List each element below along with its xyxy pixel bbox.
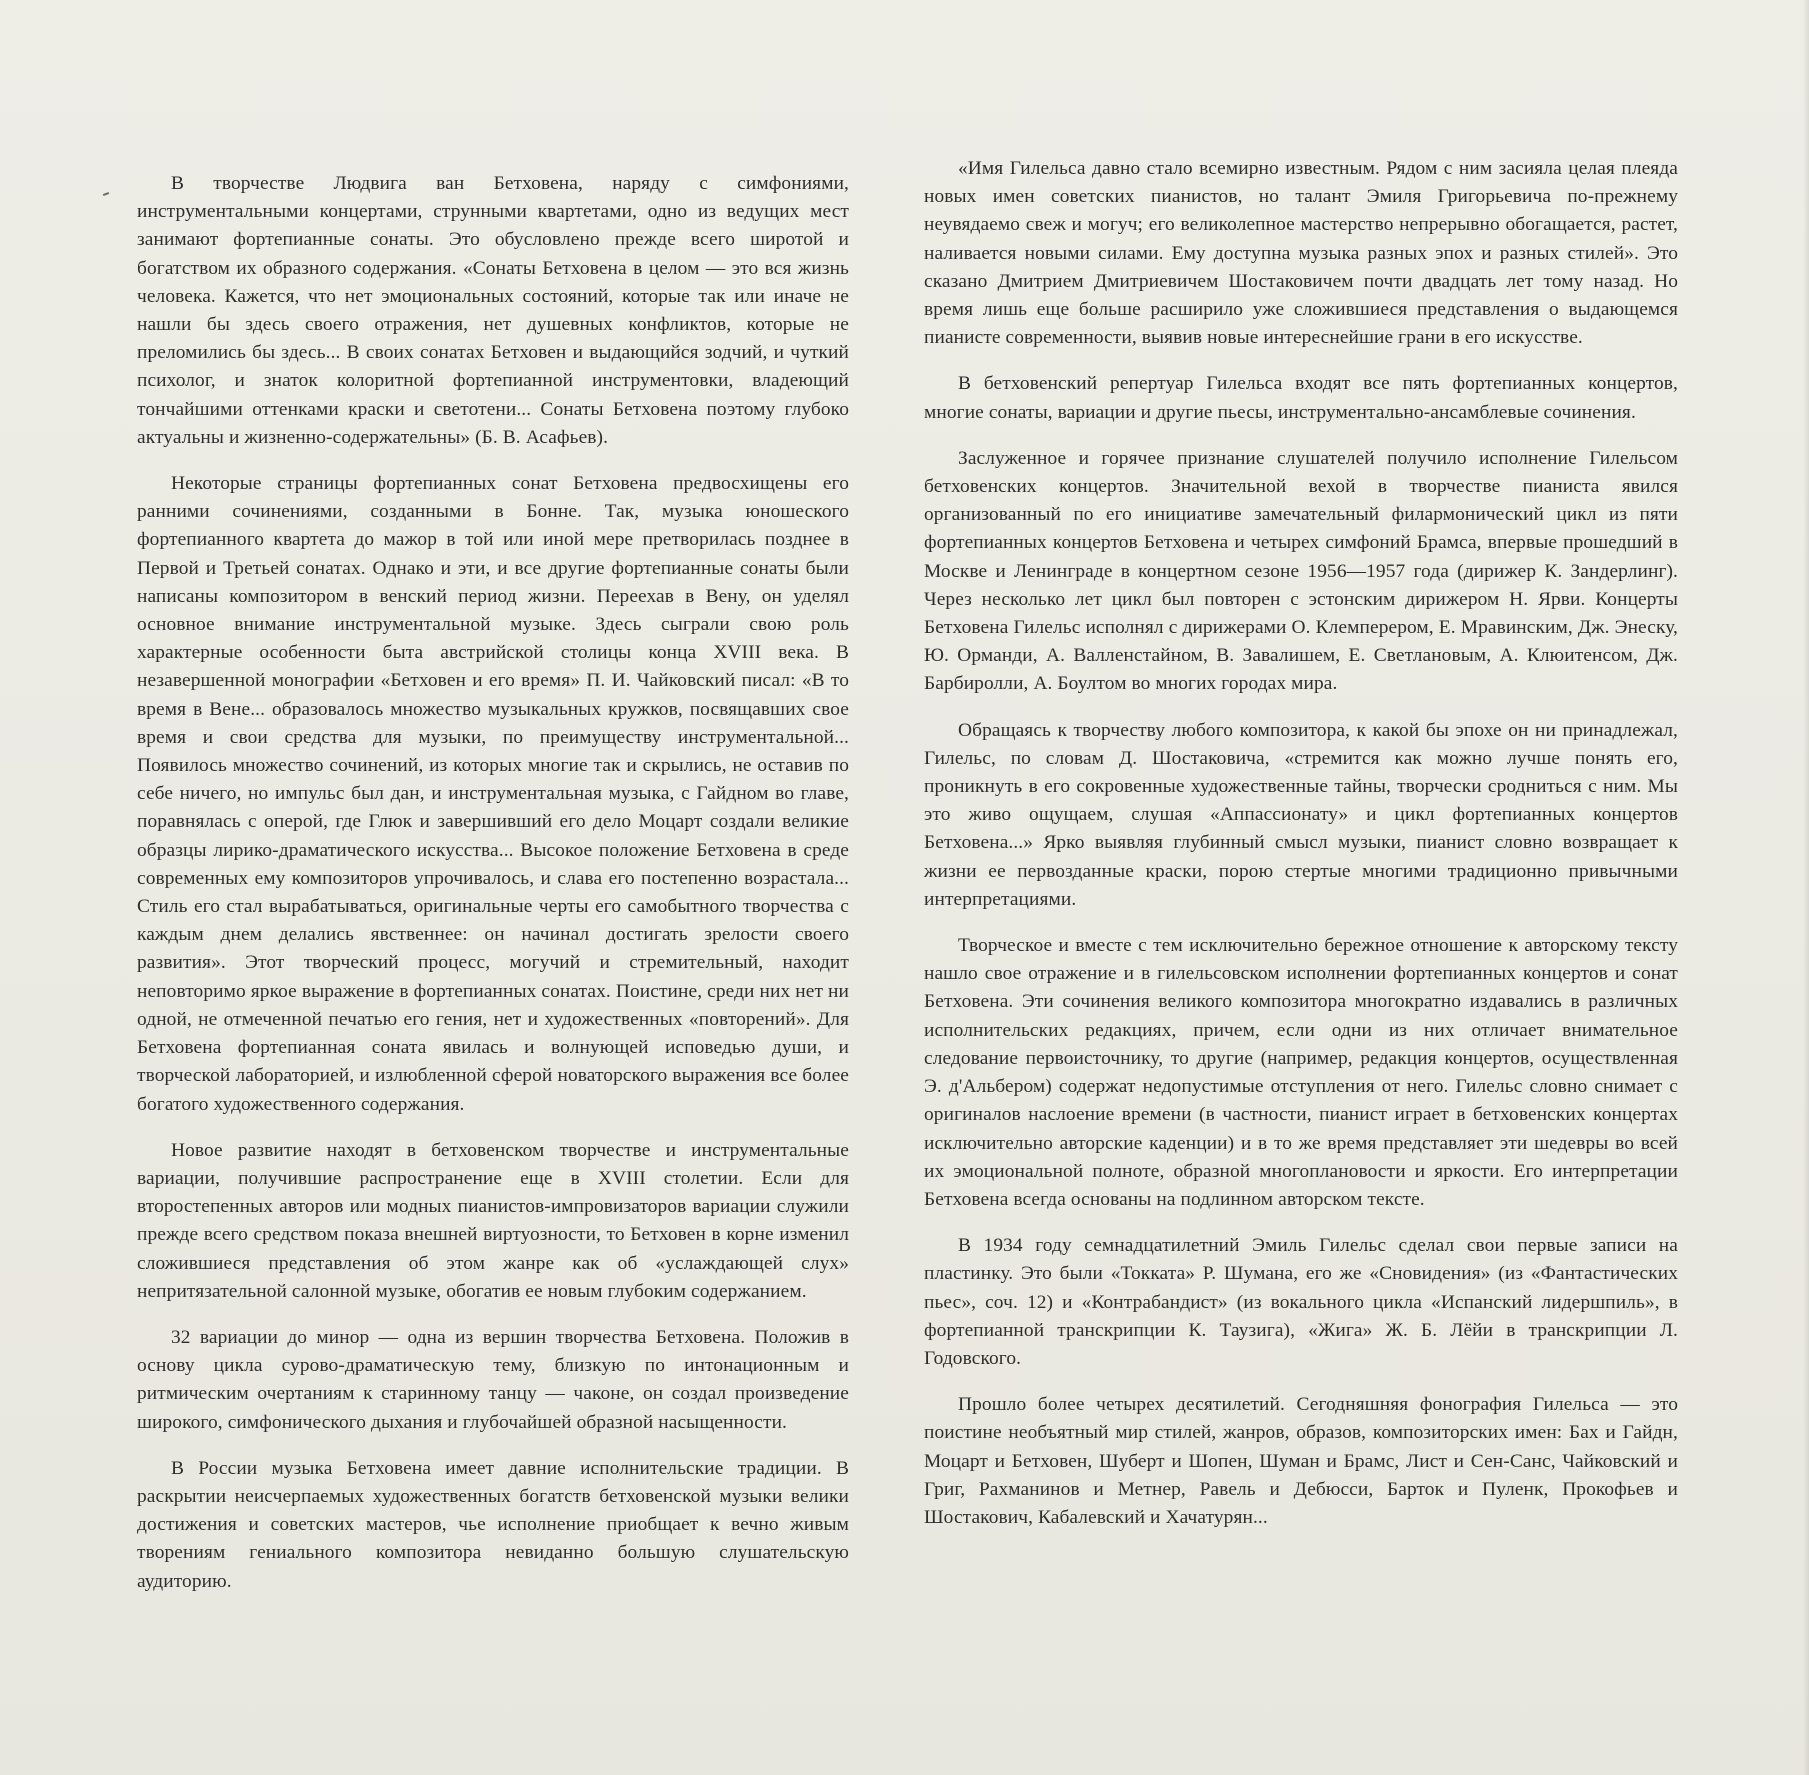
right-text-column	[924, 155, 1678, 1550]
paragraph: Творческое и вместе с тем исключительно бережное отношение к авторскому тексту нашло свое отражение и в гилельсовском исполнении фортепианных концертов и сонат Бетховена. Эти сочинения великого композитора многократно издавались в различных исполнительских редакциях, причем, если одни из них отличает внимательное следование первоисточнику, то другие (например, редакция концертов, осуществленная Э. д'Альбером) содержат недопустимые отступления от него. Гилельс словно снимает с оригиналов наслоение времени (в частности, пианист играет в бетховенских концертах исключительно авторские каденции) и в то же время представляет эти шедевры во всей их эмоциональной полноте, образной многоплановости и яркости. Его интерпретации Бетховена всегда основаны на подлинном авторском тексте.	[924, 935, 1678, 1210]
paragraph: В творчестве Людвига ван Бетховена, наряду с симфониями, инструментальными концертами, струнными квартетами, одно из ведущих мест занимают фортепианные сонаты. Это обусловлено прежде всего широтой и богатством их образного содержания. «Сонаты Бетховена в целом — это вся жизнь человека. Кажется, что нет эмоциональных состояний, которые так или иначе не нашли бы здесь своего отражения, нет душевных конфликтов, которые не преломились бы здесь... В своих сонатах Бетховен и выдающийся зодчий, и чуткий психолог, и знаток колоритной фортепианной инструментовки, владеющий тончайшими оттенками краски и светотени... Сонаты Бетховена поэтому глубоко актуальны и жизненно-содержательны» (Б. В. Асафьев).	[137, 173, 849, 448]
paragraph: Новое развитие находят в бетховенском творчестве и инструментальные вариации, получившие распространение еще в XVIII столетии. Если для второстепенных авторов или модных пианистов-импровизаторов вариации служили прежде всего средством показа внешней виртуозности, то Бетховен в корне изменил сложившиеся представления об этом жанре как об «услаждающей слух» непритязательной салонной музыке, обогатив ее новым глубоким содержанием.	[137, 1139, 849, 1302]
page-edge-shadow	[1803, 0, 1809, 1775]
paragraph: Заслуженное и горячее признание слушателей получило исполнение Гилельсом бетховенских концертов. Значительной вехой в творчестве пианиста явился организованный по его инициативе замечательный филармонический цикл из пяти фортепианных концертов Бетховена и четырех симфоний Брамса, впервые прошедший в Москве и Ленинграде в концертном сезоне 1956—1957 года (дирижер К. Зандерлинг). Через несколько лет цикл был повторен с эстонским дирижером Н. Ярви. Концерты Бетховена Гилельс исполнял с дирижерами О. Клемперером, Е. Мравинским, Дж. Энеску, Ю. Орманди, А. Валленстайном, В. Завалишем, Е. Светлановым, А. Клюитенсом, Дж. Барбиролли, А. Боултом во многих городах мира.	[924, 447, 1678, 695]
paragraph: Прошло более четырех десятилетий. Сегодняшняя фонография Гилельса — это поистине необъятный мир стилей, жанров, образов, композиторских имен: Бах и Гайдн, Моцарт и Бетховен, Шуберт и Шопен, Шуман и Брамс, Лист и Сен-Санс, Чайковский и Григ, Рахманинов и Метнер, Равель и Дебюсси, Барток и Пуленк, Прокофьев и Шостакович, Кабалевский и Хачатурян...	[924, 1394, 1678, 1528]
paragraph: В 1934 году семнадцатилетний Эмиль Гилельс сделал свои первые записи на пластинку. Это были «Токката» Р. Шумана, его же «Сновидения» (из «Фантастических пьес», соч. 12) и «Контрабандист» (из вокального цикла «Испанский лидершпиль», в фортепианной транскрипции К. Таузига), «Жига» Ж. Б. Лёйи в транскрипции Л. Годовского.	[924, 1235, 1678, 1369]
paragraph: В России музыка Бетховена имеет давние исполнительские традиции. В раскрытии неисчерпаемых художественных богатств бетховенской музыки велики достижения и советских мастеров, чье исполнение приобщает к вечно живым творениям гениального композитора невиданно большую слушательскую аудиторию.	[137, 1457, 849, 1592]
left-text-column	[137, 170, 849, 1614]
paragraph: 32 вариации до минор — одна из вершин творчества Бетховена. Положив в основу цикла сурово-драматическую тему, близкую по интонационным и ритмическим очертаниям к старинному танцу — чаконе, он создал произведение широкого, симфонического дыхания и глубочайшей образной насыщенности.	[137, 1326, 849, 1433]
paragraph: Обращаясь к творчеству любого композитора, к какой бы эпохе он ни принадлежал, Гилельс, по словам Д. Шостаковича, «стремится как можно лучше понять его, проникнуть в его сокровенные художественные тайны, творчески сродниться с ним. Мы это живо ощущаем, слушая «Аппассионату» и цикл фортепианных концертов Бетховена...» Ярко выявляя глубинный смысл музыки, пианист словно возвращает к жизни ее первозданные краски, порою стертые многими традиционно привычными интерпретациями.	[924, 719, 1678, 910]
paragraph: Некоторые страницы фортепианных сонат Бетховена предвосхищены его ранними сочинениями, созданными в Бонне. Так, музыка юношеского фортепианного квартета до мажор в той или иной мере претворилась позднее в Первой и Третьей сонатах. Однако и эти, и все другие фортепианные сонаты были написаны композитором в венский период жизни. Переехав в Вену, он уделял основное внимание инструментальной музыке. Здесь сыграли свою роль характерные особенности быта австрийской столицы конца XVIII века. В незавершенной монографии «Бетховен и его время» П. И. Чайковский писал: «В то время в Вене... образовалось множество музыкальных кружков, посвящавших свое время и свои средства для музыки, по преимуществу инструментальной... Появилось множество сочинений, из которых многие так и скрылись, не оставив по себе ничего, но импульс был дан, и инструментальная музыка, с Гайдном во главе, поравнялась с оперой, где Глюк и завершивший его дело Моцарт создали великие образцы лирико-драматического искусства... Высокое положение Бетховена в среде современных ему композиторов упрочивалось, и слава его постепенно возрастала... Стиль его стал вырабатываться, оригинальные черты его самобытного творчества с каждым днем делались явственнее: он начинал достигать зрелости своего развития». Этот творческий процесс, могучий и стремительный, находит неповторимо яркое выражение в фортепианных сонатах. Поистине, среди них нет ни одной, не отмеченной печатью его гения, нет и художественных «повторений». Для Бетховена фортепианная соната явилась и волнующей исповедью души, и творческой лабораторией, и излюбленной сферой новаторского выражения все более богатого художественного содержания.	[137, 473, 849, 1115]
paragraph: В бетховенский репертуар Гилельса входят все пять фортепианных концертов, многие сонаты, вариации и другие пьесы, инструментально-ансамблевые сочинения.	[924, 373, 1678, 423]
paragraph: «Имя Гилельса давно стало всемирно известным. Рядом с ним засияла целая плеяда новых имен советских пианистов, но талант Эмиля Григорьевича по-прежнему неувядаемо свеж и могуч; его великолепное мастерство непрерывно обогащается, растет, наливается новыми силами. Ему доступна музыка разных эпох и разных стилей». Это сказано Дмитрием Дмитриевичем Шостаковичем почти двадцать лет тому назад. Но время лишь еще больше расширило уже сложившиеся представления о выдающемся пианисте современности, выявив новые интереснейшие грани в его искусстве.	[924, 158, 1678, 349]
pencil-mark	[103, 192, 109, 196]
